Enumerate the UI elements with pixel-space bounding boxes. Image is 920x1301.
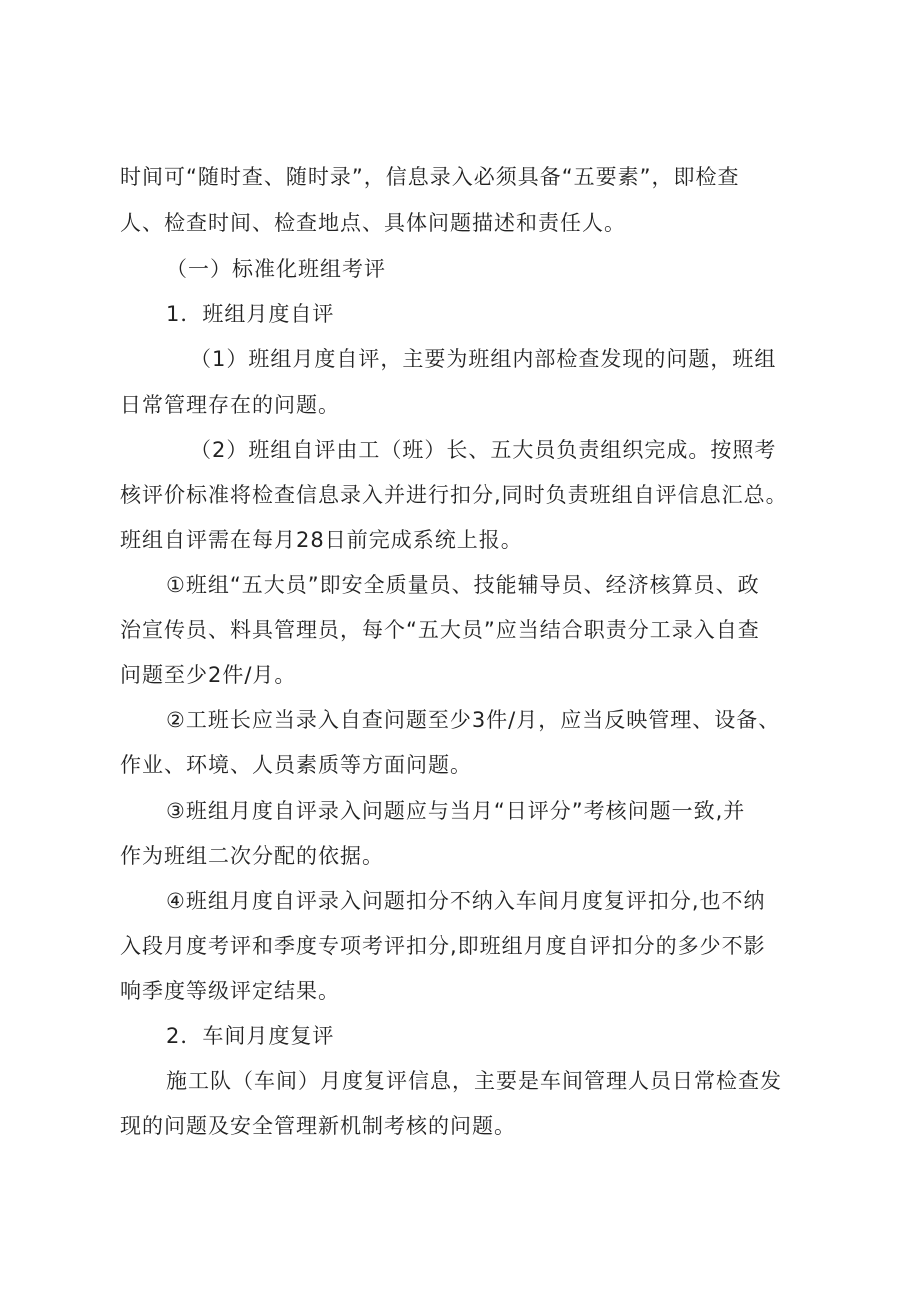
point-1-line-2: 治宣传员、料具管理员，每个“五大员”应当结合职责分工录入自查 bbox=[120, 618, 760, 642]
item-1-line-1: （1）班组月度自评，主要为班组内部检查发现的问题，班组 bbox=[190, 347, 777, 371]
subsection-heading-1: 1．班组月度自评 bbox=[166, 302, 335, 326]
workshop-paragraph-line-1: 施工队（车间）月度复评信息，主要是车间管理人员日常检查发 bbox=[166, 1069, 782, 1093]
point-3-line-1: ③班组月度自评录入问题应与当月“日评分”考核问题一致,并 bbox=[166, 799, 746, 823]
point-2-line-1: ②工班长应当录入自查问题至少3件/月，应当反映管理、设备、 bbox=[166, 708, 781, 732]
subsection-heading-2: 2．车间月度复评 bbox=[166, 1024, 335, 1048]
paragraph-line-1: 时间可“随时查、随时录”，信息录入必须具备“五要素”，即检查 bbox=[120, 165, 740, 189]
item-2-line-1: （2）班组自评由工（班）长、五大员负责组织完成。按照考 bbox=[190, 438, 777, 462]
paragraph-line-2: 人、检查时间、检查地点、具体问题描述和责任人。 bbox=[120, 211, 626, 235]
point-2-line-2: 作业、环境、人员素质等方面问题。 bbox=[120, 753, 472, 777]
item-1-line-2: 日常管理存在的问题。 bbox=[120, 393, 340, 417]
item-2-line-2: 核评价标准将检查信息录入并进行扣分,同时负责班组自评信息汇总。 bbox=[120, 483, 788, 507]
item-2-line-3: 班组自评需在每月28日前完成系统上报。 bbox=[120, 528, 523, 552]
point-3-line-2: 作为班组二次分配的依据。 bbox=[120, 844, 384, 868]
point-4-line-1: ④班组月度自评录入问题扣分不纳入车间月度复评扣分,也不纳 bbox=[166, 889, 766, 913]
section-heading: （一）标准化班组考评 bbox=[166, 257, 386, 281]
point-4-line-2: 入段月度考评和季度专项考评扣分,即班组月度自评扣分的多少不影 bbox=[120, 934, 766, 958]
workshop-paragraph-line-2: 现的问题及安全管理新机制考核的问题。 bbox=[120, 1114, 516, 1138]
point-1-line-1: ①班组“五大员”即安全质量员、技能辅导员、经济核算员、政 bbox=[166, 573, 760, 597]
point-1-line-3: 问题至少2件/月。 bbox=[120, 663, 297, 687]
point-4-line-3: 响季度等级评定结果。 bbox=[120, 979, 340, 1003]
